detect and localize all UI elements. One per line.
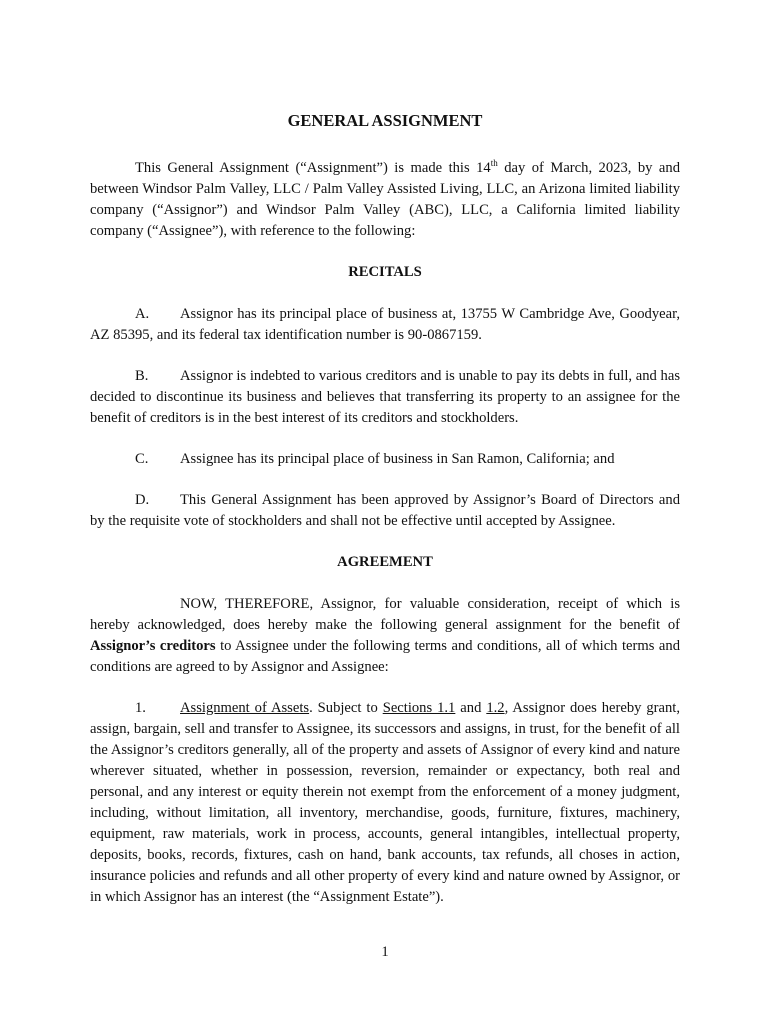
recital-text: Assignor has its principal place of business at, 13755 W Cambridge Ave, Goodyear, AZ 85395, and its federal tax identification number is 90-0867159. xyxy=(90,306,680,343)
recital-text: Assignor is indebted to various creditors and is unable to pay its debts in full, and has decided to discontinue its business and believes that transferring its property to an assignee for the benefit of creditors is in the best interest of its creditors and stockholders. xyxy=(90,368,680,426)
recitals-heading: RECITALS xyxy=(348,264,422,280)
recital-d xyxy=(90,490,680,532)
section-1-text-1: . Subject to xyxy=(309,700,383,716)
agreement-paragraph xyxy=(90,594,680,678)
agreement-text-1: NOW, THEREFORE, Assignor, for valuable consideration, receipt of which is hereby acknowledged, does hereby make the following general assignment for the benefit of xyxy=(90,596,680,633)
recital-label: A. xyxy=(135,306,150,322)
page-number: 1 xyxy=(381,944,389,960)
document-body xyxy=(90,110,680,928)
intro-paragraph xyxy=(90,158,680,242)
section-1-label: 1. xyxy=(135,700,146,716)
section-1-heading: Assignment of Assets xyxy=(180,700,310,716)
recital-text: Assignee has its principal place of business in San Ramon, California; and xyxy=(180,451,615,467)
recital-text: This General Assignment has been approved by Assignor’s Board of Directors and by the requisite vote of stockholders and shall not be effective until accepted by Assignee. xyxy=(90,492,680,529)
recital-label: D. xyxy=(135,492,150,508)
recital-c xyxy=(90,449,680,470)
agreement-bold-text: Assignor’s creditors xyxy=(90,638,216,654)
recital-label: C. xyxy=(135,451,149,467)
agreement-text-2: to Assignee under the following terms and conditions, all of which terms and conditions are agreed to by Assignor and Assignee: xyxy=(90,638,680,675)
recital-label: B. xyxy=(135,368,149,384)
section-ref-1-1: Sections 1.1 xyxy=(382,700,456,716)
recital-a xyxy=(90,304,680,346)
intro-text-1: This General Assignment (“Assignment”) is made this 14 xyxy=(135,160,491,176)
section-1-text-2: and xyxy=(455,700,487,716)
intro-superscript: th xyxy=(490,158,498,169)
section-1-paragraph xyxy=(90,698,680,908)
document-title: GENERAL ASSIGNMENT xyxy=(287,111,483,130)
recital-b xyxy=(90,366,680,429)
agreement-heading: AGREEMENT xyxy=(337,554,433,570)
section-ref-1-2: 1.2 xyxy=(486,700,505,716)
section-1-text-3: , Assignor does hereby grant, assign, bargain, sell and transfer to Assignee, its successors and assigns, in trust, for the benefit of all the Assignor’s creditors generally, all of the property and assets of Assignor of every kind and nature wherever situated, whether in possession, reversion, remainder or expectancy, both real and personal, and any interest or equity therein not exempt from the enforcement of a money judgment, including, without limitation, all inventory, merchandise, goods, furniture, fixtures, machinery, equipment, raw materials, work in process, accounts, general intangibles, intellectual property, deposits, books, records, fixtures, cash on hand, bank accounts, tax refunds, all choses in action, insurance policies and refunds and all other property of every kind and nature owned by Assignor, or in which Assignor has an interest (the “Assignment Estate”). xyxy=(90,700,680,905)
intro-text-2: day of March, 2023, by and between Windsor Palm Valley, LLC / Palm Valley Assisted Living, LLC, an Arizona limited liability company (“Assignor”) and Windsor Palm Valley (ABC), LLC, a California limited liability company (“Assignee”), with reference to the following: xyxy=(90,160,680,239)
